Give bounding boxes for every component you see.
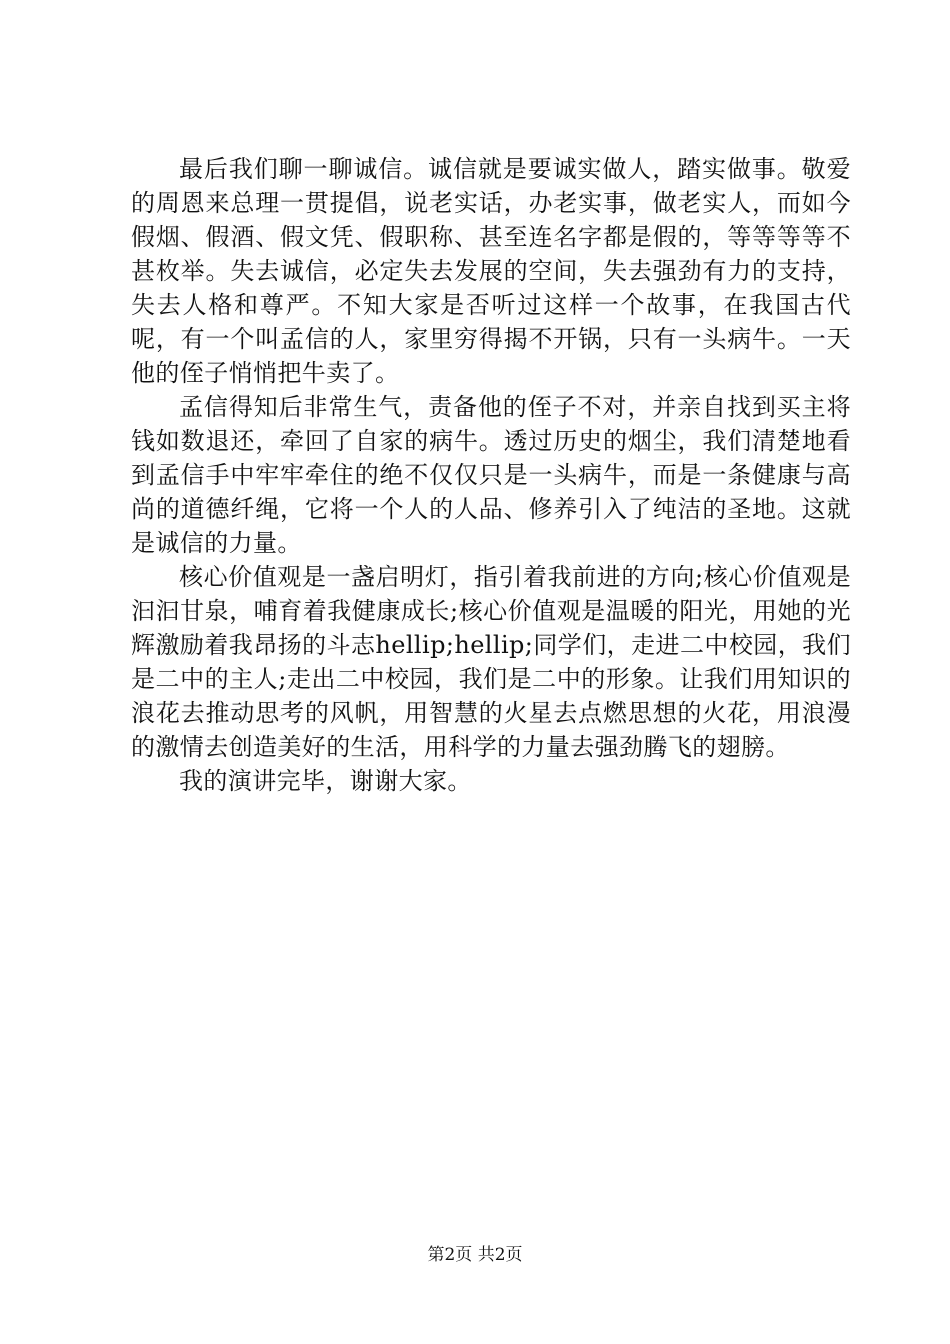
- paragraph-core-values: 核心价值观是一盏启明灯，指引着我前进的方向;核心价值观是汩汩甘泉，哺育着我健康成长;核心价值观是温暖的阳光，用她的光辉激励着我昂扬的斗志hellip;hellip;同学们，走进二中校园，我们是二中的主人;走出二中校园，我们是二中的形象。让我们用知识的浪花去推动思考的风帆，用智慧的火星去点燃思想的火花，用浪漫的激情去创造美好的生活，用科学的力量去强劲腾飞的翅膀。: [131, 563, 851, 761]
- page-footer: 第2页 共2页: [427, 1245, 523, 1265]
- paragraph-closing: 我的演讲完毕，谢谢大家。: [179, 767, 472, 795]
- paragraph-mengxin-story: 孟信得知后非常生气，责备他的侄子不对，并亲自找到买主将钱如数退还，牵回了自家的病牛。透过历史的烟尘，我们清楚地看到孟信手中牢牢牵住的绝不仅仅只是一头病牛，而是一条健康与高尚的道德纤绳，它将一个人的人品、修养引入了纯洁的圣地。这就是诚信的力量。: [131, 393, 851, 557]
- paragraph-honesty: 最后我们聊一聊诚信。诚信就是要诚实做人，踏实做事。敬爱的周恩来总理一贯提倡，说老实话，办老实事，做老实人，而如今假烟、假酒、假文凭、假职称、甚至连名字都是假的，等等等等不甚枚举。失去诚信，必定失去发展的空间，失去强劲有力的支持，失去人格和尊严。不知大家是否听过这样一个故事，在我国古代呢，有一个叫孟信的人，家里穷得揭不开锅，只有一头病牛。一天他的侄子悄悄把牛卖了。: [131, 155, 851, 387]
- document-body: [131, 152, 851, 798]
